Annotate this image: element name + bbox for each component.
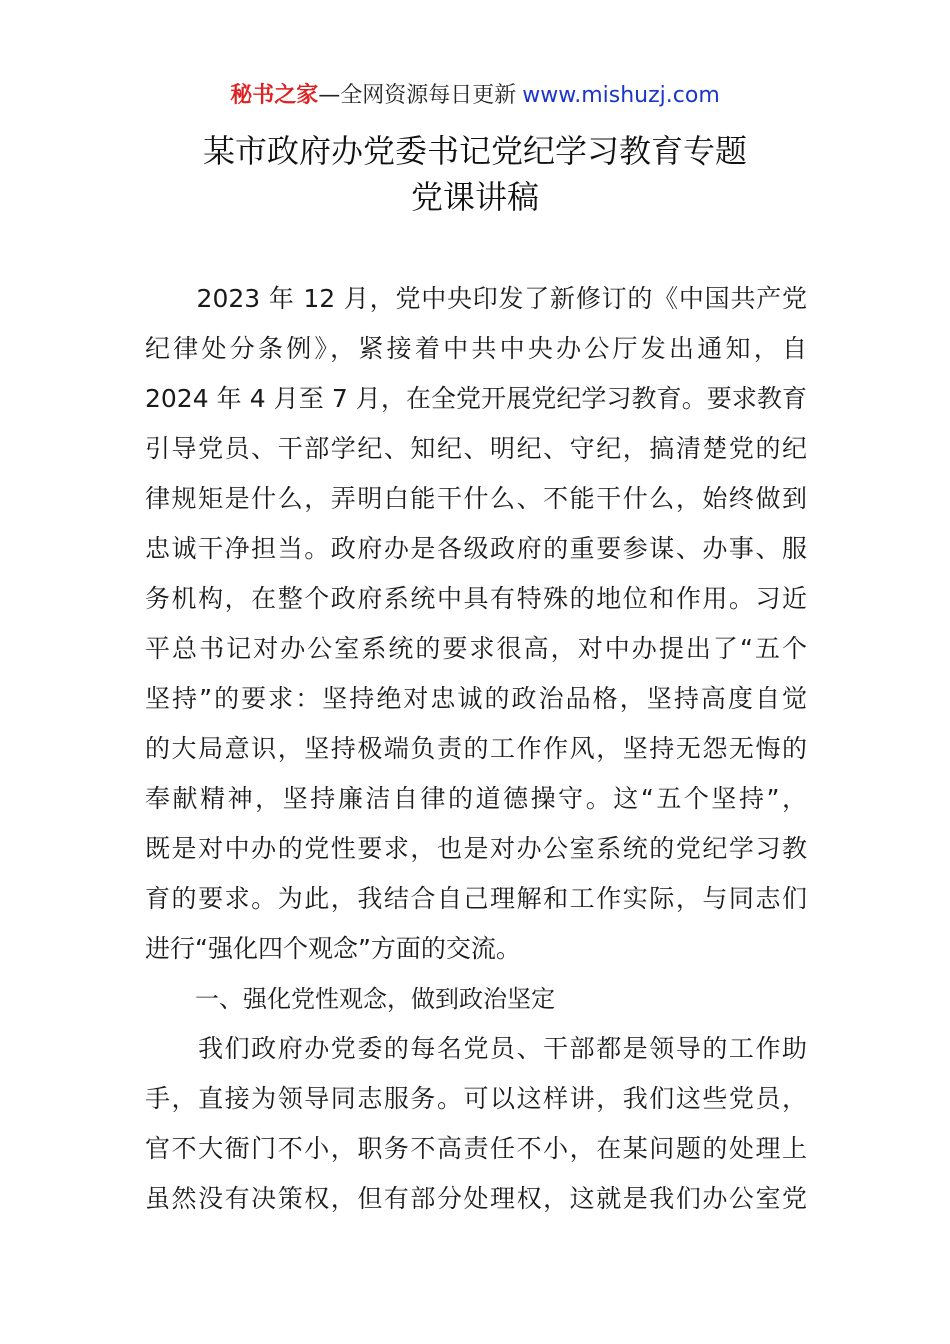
title-line: 某市政府办党委书记党纪学习教育专题 — [202, 132, 747, 170]
paragraph-intro — [145, 274, 807, 974]
text-line: 既是对中办的党性要求，也是对办公室系统的党纪学习教 — [145, 834, 807, 863]
text-line: 官不大衙门不小，职务不高责任不小，在某问题的处理上 — [145, 1134, 807, 1163]
site-tagline: —全网资源每日更新 — [318, 83, 517, 108]
site-brand: 秘书之家 — [230, 83, 319, 108]
text-line: 虽然没有决策权，但有部分处理权，这就是我们办公室党 — [145, 1184, 807, 1213]
text-line: 育的要求。为此，我结合自己理解和工作实际，与同志们 — [145, 884, 807, 913]
title-line: 党课讲稿 — [410, 178, 539, 216]
paragraph-section1 — [145, 1024, 807, 1224]
text-line: 平总书记对办公室系统的要求很高，对中办提出了“五个 — [145, 634, 807, 663]
site-url-link[interactable]: www.mishuzj.com — [522, 83, 720, 108]
site-header — [0, 80, 950, 112]
text-line: 我们政府办党委的每名党员、干部都是领导的工作助 — [145, 1034, 807, 1063]
text-line: 奉献精神，坚持廉洁自律的道德操守。这“五个坚持”， — [145, 784, 807, 813]
text-line: 引导党员、干部学纪、知纪、明纪、守纪，搞清楚党的纪 — [145, 434, 807, 463]
text-line: 手，直接为领导同志服务。可以这样讲，我们这些党员， — [145, 1084, 807, 1113]
text-line: 纪律处分条例》，紧接着中共中央办公厅发出通知，自 — [145, 334, 807, 363]
text-line: 的大局意识，坚持极端负责的工作作风，坚持无怨无悔的 — [145, 734, 807, 763]
section-heading: 一、强化党性观念，做到政治坚定 — [195, 985, 555, 1013]
text-line: 进行“强化四个观念”方面的交流。 — [145, 934, 521, 963]
document-title — [0, 128, 950, 220]
text-line: 律规矩是什么，弄明白能干什么、不能干什么，始终做到 — [145, 484, 807, 513]
text-line: 2023 年 12 月，党中央印发了新修订的《中国共产党 — [145, 284, 807, 313]
text-line: 2024 年 4 月至 7 月，在全党开展党纪学习教育。要求教育 — [145, 384, 807, 413]
text-line: 务机构，在整个政府系统中具有特殊的地位和作用。习近 — [145, 584, 807, 613]
document-body — [145, 274, 807, 1224]
text-line: 忠诚干净担当。政府办是各级政府的重要参谋、办事、服 — [145, 534, 807, 563]
text-line: 坚持”的要求：坚持绝对忠诚的政治品格，坚持高度自觉 — [145, 684, 807, 713]
